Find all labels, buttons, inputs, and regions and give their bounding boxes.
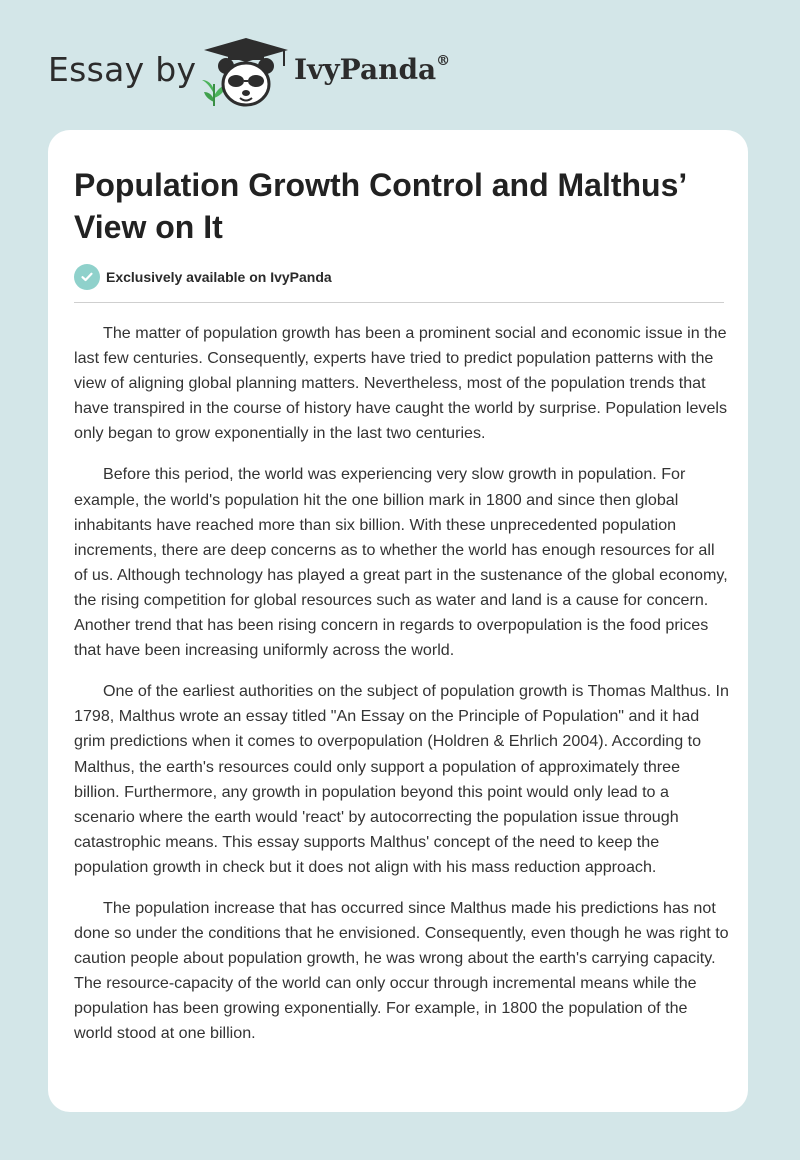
brand-text: IvyPanda [294,53,437,86]
check-icon [74,264,100,290]
paragraph: Before this period, the world was experiencing very slow growth in population. For example, the world's population hit the one billion mark in 1800 and since then global inhabitants have reached more than six billion. With these unprecedented population increments, there are deep concerns as to whether the world has enough resources for all of us. Although technology has played a great part in the sustenance of the global economy, the rising competition for global resources such as water and land is a cause for concern. Another trend that has been rising concern in regards to overpopulation is the food prices that have been increasing uniformly across the world. [74,465,728,660]
paragraph: The matter of population growth has been a prominent social and economic issue in the last few centuries. Consequently, experts have tried to predict population patterns with the view of aligning global planning matters. Nevertheless, most of the population trends that have transpired in the course of history have caught the world by surprise. Population levels only began to grow exponentially in the last two centuries. [74,324,728,443]
site-header [0,0,800,130]
badge-label: Exclusively available on IvyPanda [106,269,332,285]
exclusive-badge [74,263,332,291]
divider [74,302,724,303]
registered-mark: ® [436,52,451,69]
article-card [48,130,748,1112]
essay-by-label: Essay by [48,50,197,89]
brand-name[interactable] [294,53,450,86]
page-title: Population Growth Control and Malthus’ View on It [74,167,686,245]
panda-logo-icon[interactable] [200,36,292,108]
article-body [74,321,729,1063]
paragraph: One of the earliest authorities on the subject of population growth is Thomas Malthus. In 1798, Malthus wrote an essay titled "An Essay on the Principle of Population" and it had grim predictions when it comes to overpopulation (Holdren & Ehrlich 2004). According to Malthus, the earth's resources could only support a population of approximately three billion. Furthermore, any growth in population beyond this point would only lead to a scenario where the earth would 'react' by autocorrecting the population issue through catastrophic means. This essay supports Malthus' concept of the need to keep the population growth in check but it does not align with his mass reduction approach. [74,682,729,876]
paragraph: The population increase that has occurred since Malthus made his predictions has not done so under the conditions that he envisioned. Consequently, even though he was right to caution people about population growth, he was wrong about the earth's carrying capacity. The resource-capacity of the world can only occur through incremental means while the population has been growing exponentially. For example, in 1800 the population of the world stood at one billion. [74,898,729,1043]
